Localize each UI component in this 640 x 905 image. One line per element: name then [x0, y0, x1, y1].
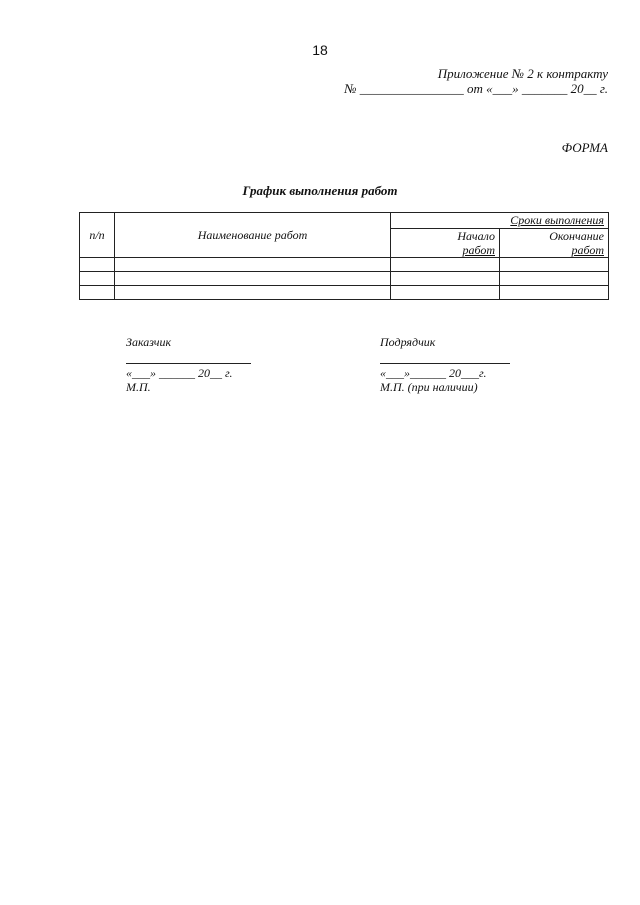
- column-header-number: п/п: [80, 213, 115, 258]
- appendix-label: Приложение № 2 к контракту: [437, 66, 608, 81]
- column-header-end: [500, 229, 609, 258]
- start-label-line2: работ: [462, 243, 495, 257]
- customer-signature-block: [126, 335, 251, 394]
- table-cell: [500, 286, 609, 300]
- schedule-table: [79, 212, 609, 300]
- table-row: [80, 258, 609, 272]
- column-header-work-name: Наименование работ: [115, 213, 391, 258]
- table-cell: [391, 286, 500, 300]
- end-label-line1: Окончание: [549, 229, 604, 243]
- table-cell: [115, 272, 391, 286]
- table-cell: [391, 272, 500, 286]
- contractor-seal: М.П. (при наличии): [380, 380, 478, 394]
- table-cell: [80, 258, 115, 272]
- contractor-date-line: «___»______ 20___г.: [380, 366, 487, 380]
- customer-label: Заказчик: [126, 335, 172, 349]
- table-cell: [500, 272, 609, 286]
- contractor-signature-block: [380, 335, 510, 394]
- table-cell: [80, 286, 115, 300]
- table-cell: [500, 258, 609, 272]
- table-cell: [391, 258, 500, 272]
- table-header-row: [80, 213, 609, 229]
- form-label: ФОРМА: [561, 140, 608, 155]
- table-cell: [80, 272, 115, 286]
- table-row: [80, 272, 609, 286]
- contractor-signature-line: [380, 349, 510, 364]
- column-header-terms: [391, 213, 609, 229]
- table-cell: [115, 258, 391, 272]
- page-number: 18: [312, 42, 328, 58]
- customer-date-line: «___» ______ 20__ г.: [126, 366, 233, 380]
- column-header-start: [391, 229, 500, 258]
- contractor-label: Подрядчик: [380, 335, 436, 349]
- terms-label: Сроки выполнения: [510, 213, 604, 227]
- table-row: [80, 286, 609, 300]
- start-label-line1: Начало: [457, 229, 495, 243]
- contract-number-line: № ________________ от «___» _______ 20__ г.: [344, 81, 608, 96]
- table-cell: [115, 286, 391, 300]
- document-title: График выполнения работ: [242, 183, 398, 198]
- customer-seal: М.П.: [126, 380, 151, 394]
- end-label-line2: работ: [571, 243, 604, 257]
- customer-signature-line: [126, 349, 251, 364]
